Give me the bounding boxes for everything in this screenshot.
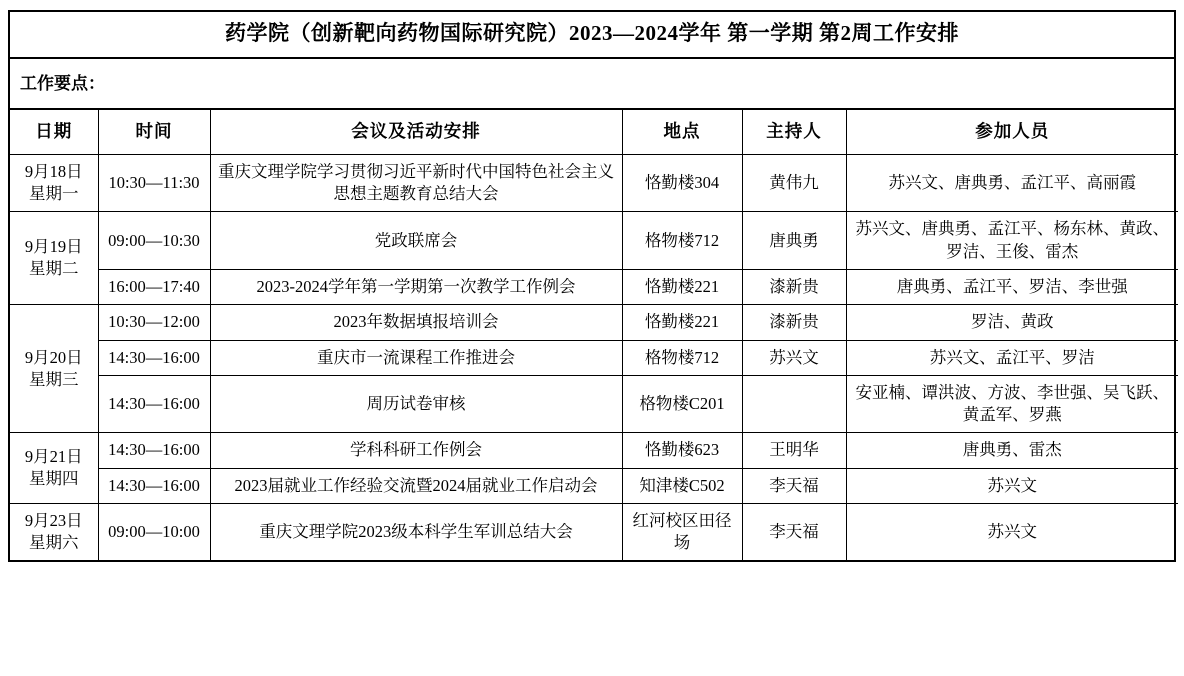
table-row <box>10 503 1178 560</box>
cell-event: 周历试卷审核 <box>210 375 622 433</box>
cell-attendees: 罗洁、黄政 <box>846 305 1178 340</box>
cell-event: 学科科研工作例会 <box>210 433 622 468</box>
cell-host: 漆新贵 <box>742 305 846 340</box>
column-header-date: 日期 <box>10 110 98 154</box>
cell-date: 9月23日 星期六 <box>10 503 98 560</box>
cell-attendees: 苏兴文 <box>846 468 1178 503</box>
cell-host: 李天福 <box>742 468 846 503</box>
cell-time: 14:30—16:00 <box>98 468 210 503</box>
cell-time: 09:00—10:00 <box>98 503 210 560</box>
cell-time: 14:30—16:00 <box>98 433 210 468</box>
cell-host: 苏兴文 <box>742 340 846 375</box>
table-row <box>10 468 1178 503</box>
cell-event: 2023-2024学年第一学期第一次教学工作例会 <box>210 269 622 304</box>
table-header <box>10 110 1178 154</box>
table-body <box>10 154 1178 560</box>
table-row <box>10 433 1178 468</box>
work-keypoints-label: 工作要点： <box>10 59 1174 110</box>
cell-attendees: 苏兴文、唐典勇、孟江平、杨东林、黄政、罗洁、王俊、雷杰 <box>846 212 1178 270</box>
table-row <box>10 269 1178 304</box>
document-title: 药学院（创新靶向药物国际研究院）2023—2024学年 第一学期 第2周工作安排 <box>10 12 1174 59</box>
cell-host: 王明华 <box>742 433 846 468</box>
table-row <box>10 340 1178 375</box>
cell-event: 2023届就业工作经验交流暨2024届就业工作启动会 <box>210 468 622 503</box>
cell-event: 重庆文理学院学习贯彻习近平新时代中国特色社会主义思想主题教育总结大会 <box>210 154 622 212</box>
cell-date: 9月18日 星期一 <box>10 154 98 212</box>
cell-attendees: 苏兴文、唐典勇、孟江平、高丽霞 <box>846 154 1178 212</box>
table-row <box>10 375 1178 433</box>
schedule-table <box>10 110 1178 560</box>
cell-attendees: 苏兴文、孟江平、罗洁 <box>846 340 1178 375</box>
cell-time: 14:30—16:00 <box>98 340 210 375</box>
cell-time: 09:00—10:30 <box>98 212 210 270</box>
cell-place: 恪勤楼304 <box>622 154 742 212</box>
cell-place: 知津楼C502 <box>622 468 742 503</box>
cell-time: 14:30—16:00 <box>98 375 210 433</box>
column-header-host: 主持人 <box>742 110 846 154</box>
cell-host: 唐典勇 <box>742 212 846 270</box>
cell-place: 格物楼C201 <box>622 375 742 433</box>
cell-attendees: 安亚楠、谭洪波、方波、李世强、吴飞跃、黄孟军、罗燕 <box>846 375 1178 433</box>
cell-place: 格物楼712 <box>622 340 742 375</box>
column-header-event: 会议及活动安排 <box>210 110 622 154</box>
table-header-row <box>10 110 1178 154</box>
cell-place: 恪勤楼221 <box>622 269 742 304</box>
column-header-attendees: 参加人员 <box>846 110 1178 154</box>
cell-place: 恪勤楼623 <box>622 433 742 468</box>
cell-attendees: 苏兴文 <box>846 503 1178 560</box>
table-row <box>10 305 1178 340</box>
cell-date: 9月19日 星期二 <box>10 212 98 305</box>
cell-host: 李天福 <box>742 503 846 560</box>
cell-place: 格物楼712 <box>622 212 742 270</box>
cell-date: 9月20日 星期三 <box>10 305 98 433</box>
table-row <box>10 154 1178 212</box>
table-row <box>10 212 1178 270</box>
column-header-time: 时间 <box>98 110 210 154</box>
cell-time: 10:30—11:30 <box>98 154 210 212</box>
cell-event: 重庆文理学院2023级本科学生军训总结大会 <box>210 503 622 560</box>
cell-host: 漆新贵 <box>742 269 846 304</box>
cell-event: 党政联席会 <box>210 212 622 270</box>
cell-date: 9月21日 星期四 <box>10 433 98 504</box>
column-header-place: 地点 <box>622 110 742 154</box>
cell-place: 恪勤楼221 <box>622 305 742 340</box>
cell-event: 重庆市一流课程工作推进会 <box>210 340 622 375</box>
cell-time: 10:30—12:00 <box>98 305 210 340</box>
cell-attendees: 唐典勇、孟江平、罗洁、李世强 <box>846 269 1178 304</box>
cell-host: 黄伟九 <box>742 154 846 212</box>
cell-event: 2023年数据填报培训会 <box>210 305 622 340</box>
cell-time: 16:00—17:40 <box>98 269 210 304</box>
schedule-document <box>8 10 1176 562</box>
cell-place: 红河校区田径场 <box>622 503 742 560</box>
cell-host <box>742 375 846 433</box>
cell-attendees: 唐典勇、雷杰 <box>846 433 1178 468</box>
